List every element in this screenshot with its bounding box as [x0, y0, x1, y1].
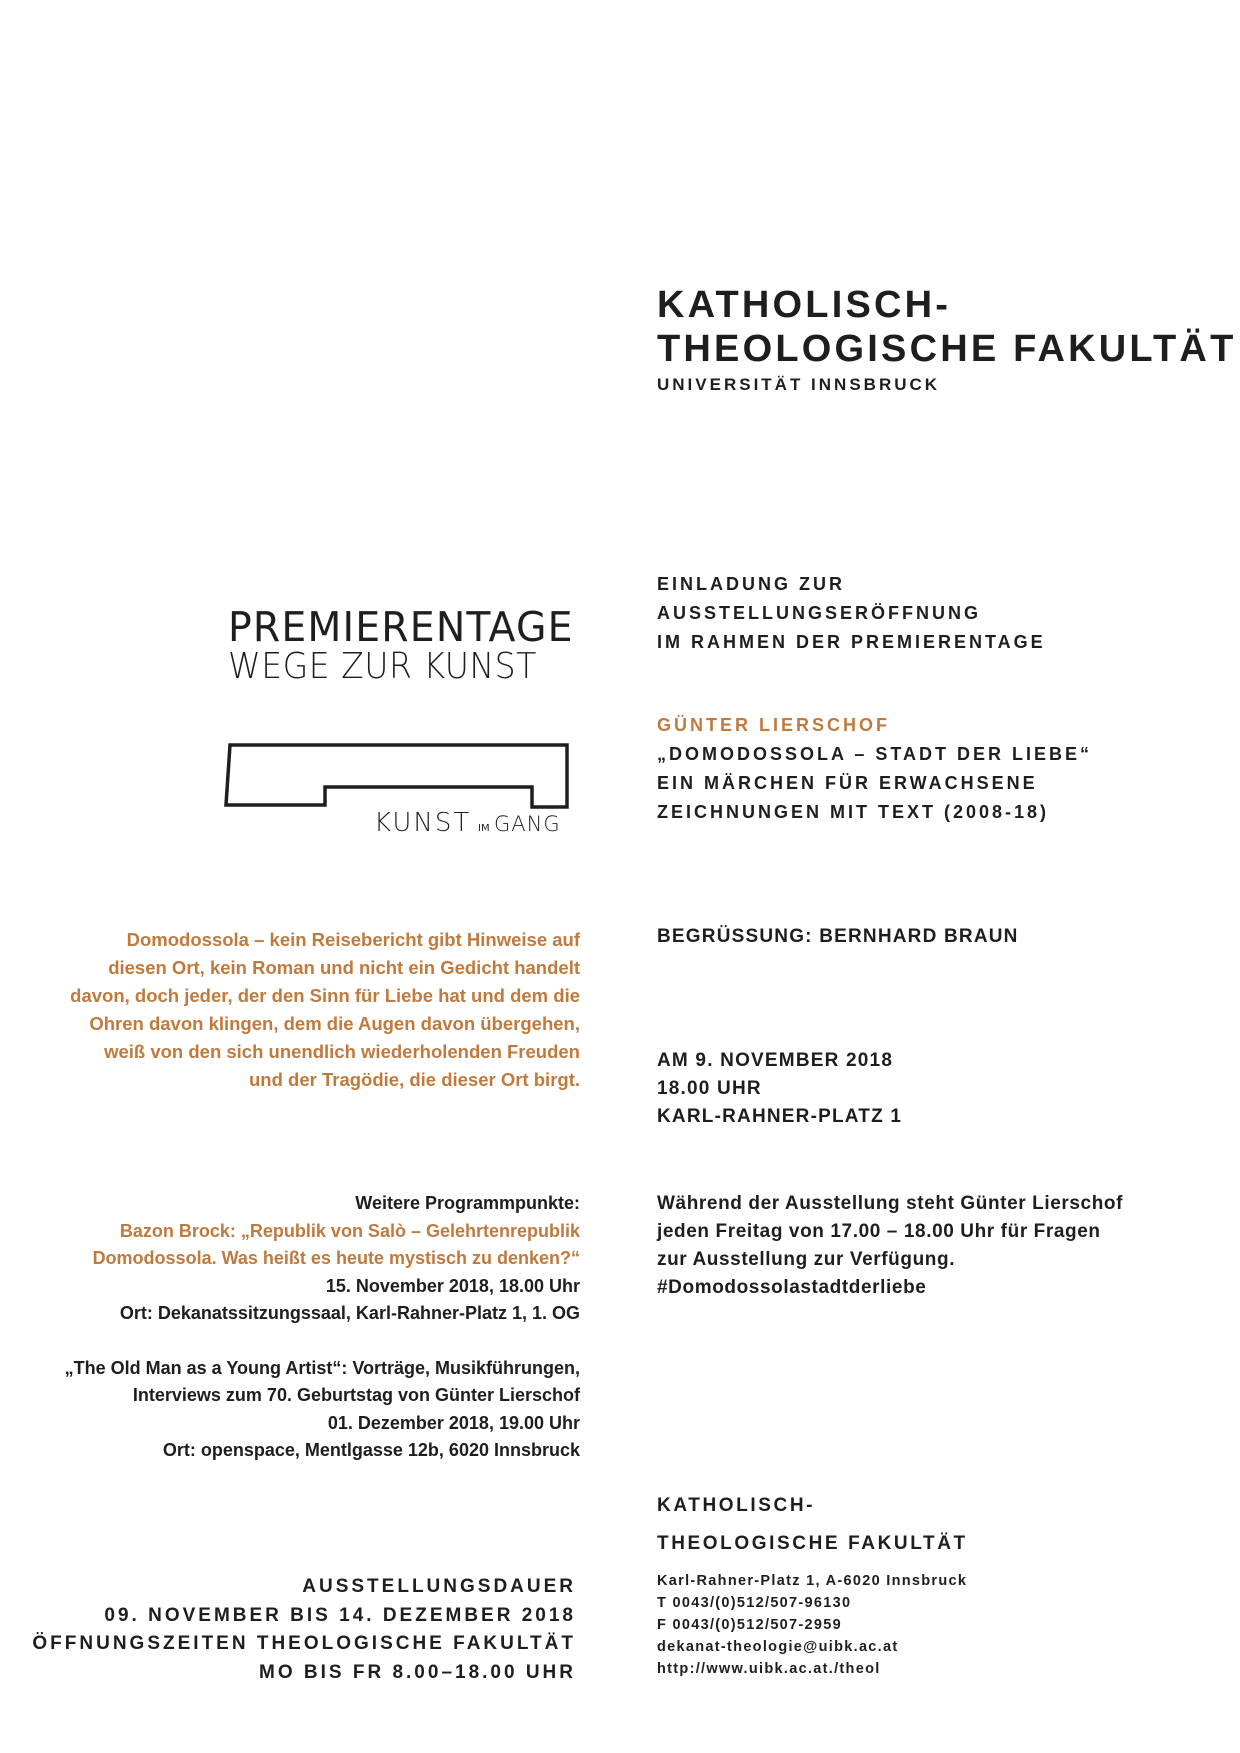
invitation-line: IM RAHMEN DER PREMIERENTAGE	[657, 632, 1046, 652]
program-heading: Weitere Programmpunkte:	[355, 1193, 580, 1213]
faculty-title-line2: THEOLOGISCHE FAKULTÄT	[657, 328, 1237, 370]
event-time: 18.00 UHR	[657, 1078, 762, 1099]
contact-fax: F 0043/(0)512/507-2959	[657, 1617, 842, 1633]
logo-subtitle: WEGE ZUR KUNST	[228, 646, 537, 687]
opening-hours-label: ÖFFNUNGSZEITEN THEOLOGISCHE FAKULTÄT	[32, 1633, 576, 1654]
footer-faculty	[657, 1487, 968, 1563]
opening-hours: MO BIS FR 8.00–18.00 UHR	[259, 1661, 576, 1683]
kunst-word: KUNST	[374, 808, 472, 835]
contact-address: Karl-Rahner-Platz 1, A-6020 Innsbruck	[657, 1573, 968, 1589]
program-item2-date: 01. Dezember 2018, 19.00 Uhr	[327, 1412, 580, 1433]
event-info	[657, 1047, 902, 1131]
footer-faculty-line2: THEOLOGISCHE FAKULTÄT	[657, 1533, 968, 1554]
contact-website[interactable]: http://www.uibk.ac.at./theol	[657, 1661, 881, 1677]
availability-line: zur Ausstellung zur Verfügung.	[657, 1249, 956, 1270]
hashtag: #Domodossolastadtderliebe	[657, 1277, 927, 1298]
kunst-gang-word: GANG	[494, 812, 561, 835]
duration-heading: AUSSTELLUNGSDAUER	[302, 1576, 576, 1597]
program-block	[20, 1190, 580, 1465]
university-name: UNIVERSITÄT INNSBRUCK	[657, 375, 941, 394]
kunst-outline-shape	[226, 745, 567, 807]
program-item2-title: Interviews zum 70. Geburtstag von Günter Lierschof	[132, 1385, 580, 1405]
logo-title: PREMIERENTAGE	[228, 603, 574, 651]
event-date: AM 9. NOVEMBER 2018	[657, 1050, 894, 1071]
program-item2-place: Ort: openspace, Mentlgasse 12b, 6020 Innsbruck	[162, 1440, 580, 1460]
footer-faculty-line1: KATHOLISCH-	[657, 1495, 816, 1516]
program-item1-title: Domodossola. Was heißt es heute mystisch zu denken?“	[92, 1248, 580, 1268]
artist-name: GÜNTER LIERSCHOF	[657, 715, 891, 735]
duration-dates: 09. NOVEMBER BIS 14. DEZEMBER 2018	[104, 1604, 576, 1626]
invitation-block	[657, 570, 1046, 657]
artist-block	[657, 711, 1092, 827]
intro-line: Ohren davon klingen, dem die Augen davon übergehen,	[89, 1013, 580, 1034]
intro-line: und der Tragödie, die dieser Ort birgt.	[249, 1069, 580, 1090]
event-place: KARL-RAHNER-PLATZ 1	[657, 1106, 903, 1127]
exhibition-title: „DOMODOSSOLA – STADT DER LIEBE“	[657, 744, 1093, 764]
program-item1-place: Ort: Dekanatssitzungssaal, Karl-Rahner-Platz 1, 1. OG	[119, 1303, 580, 1323]
availability-line: jeden Freitag von 17.00 – 18.00 Uhr für Fragen	[657, 1221, 1101, 1242]
intro-line: davon, doch jeder, der den Sinn für Liebe hat und dem die	[70, 985, 580, 1006]
program-item1-date: 15. November 2018, 18.00 Uhr	[325, 1275, 580, 1296]
availability-line: Während der Ausstellung steht Günter Lierschof	[657, 1193, 1124, 1214]
faculty-title-line1: KATHOLISCH-	[657, 284, 952, 326]
intro-line: diesen Ort, kein Roman und nicht ein Gedicht handelt	[108, 957, 580, 978]
program-item1-title: Bazon Brock: „Republik von Salò – Gelehrtenrepublik	[119, 1220, 580, 1241]
intro-line: weiß von den sich unendlich wiederholenden Freuden	[104, 1041, 580, 1062]
kunst-im-word: IM	[478, 823, 490, 834]
artist-availability	[657, 1190, 1177, 1302]
faculty-header	[657, 283, 1236, 395]
contact-block	[657, 1570, 967, 1680]
program-item2-title: „The Old Man as a Young Artist“: Vorträge, Musikführungen,	[64, 1357, 580, 1378]
contact-email[interactable]: dekanat-theologie@uibk.ac.at	[657, 1639, 899, 1655]
contact-phone: T 0043/(0)512/507-96130	[657, 1595, 852, 1611]
intro-text	[20, 926, 580, 1094]
invitation-line: AUSSTELLUNGSERÖFFNUNG	[657, 603, 981, 623]
intro-line: Domodossola – kein Reisebericht gibt Hinweise auf	[126, 929, 580, 950]
exhibition-subtitle: EIN MÄRCHEN FÜR ERWACHSENE	[657, 773, 1038, 793]
kunst-im-gang-logo	[222, 735, 582, 835]
exhibition-duration	[32, 1573, 576, 1687]
exhibition-description: ZEICHNUNGEN MIT TEXT (2008-18)	[657, 802, 1050, 822]
welcome-speaker: BEGRÜSSUNG: BERNHARD BRAUN	[657, 926, 1019, 947]
premierentage-logo	[228, 603, 588, 687]
invitation-line: EINLADUNG ZUR	[657, 574, 845, 594]
